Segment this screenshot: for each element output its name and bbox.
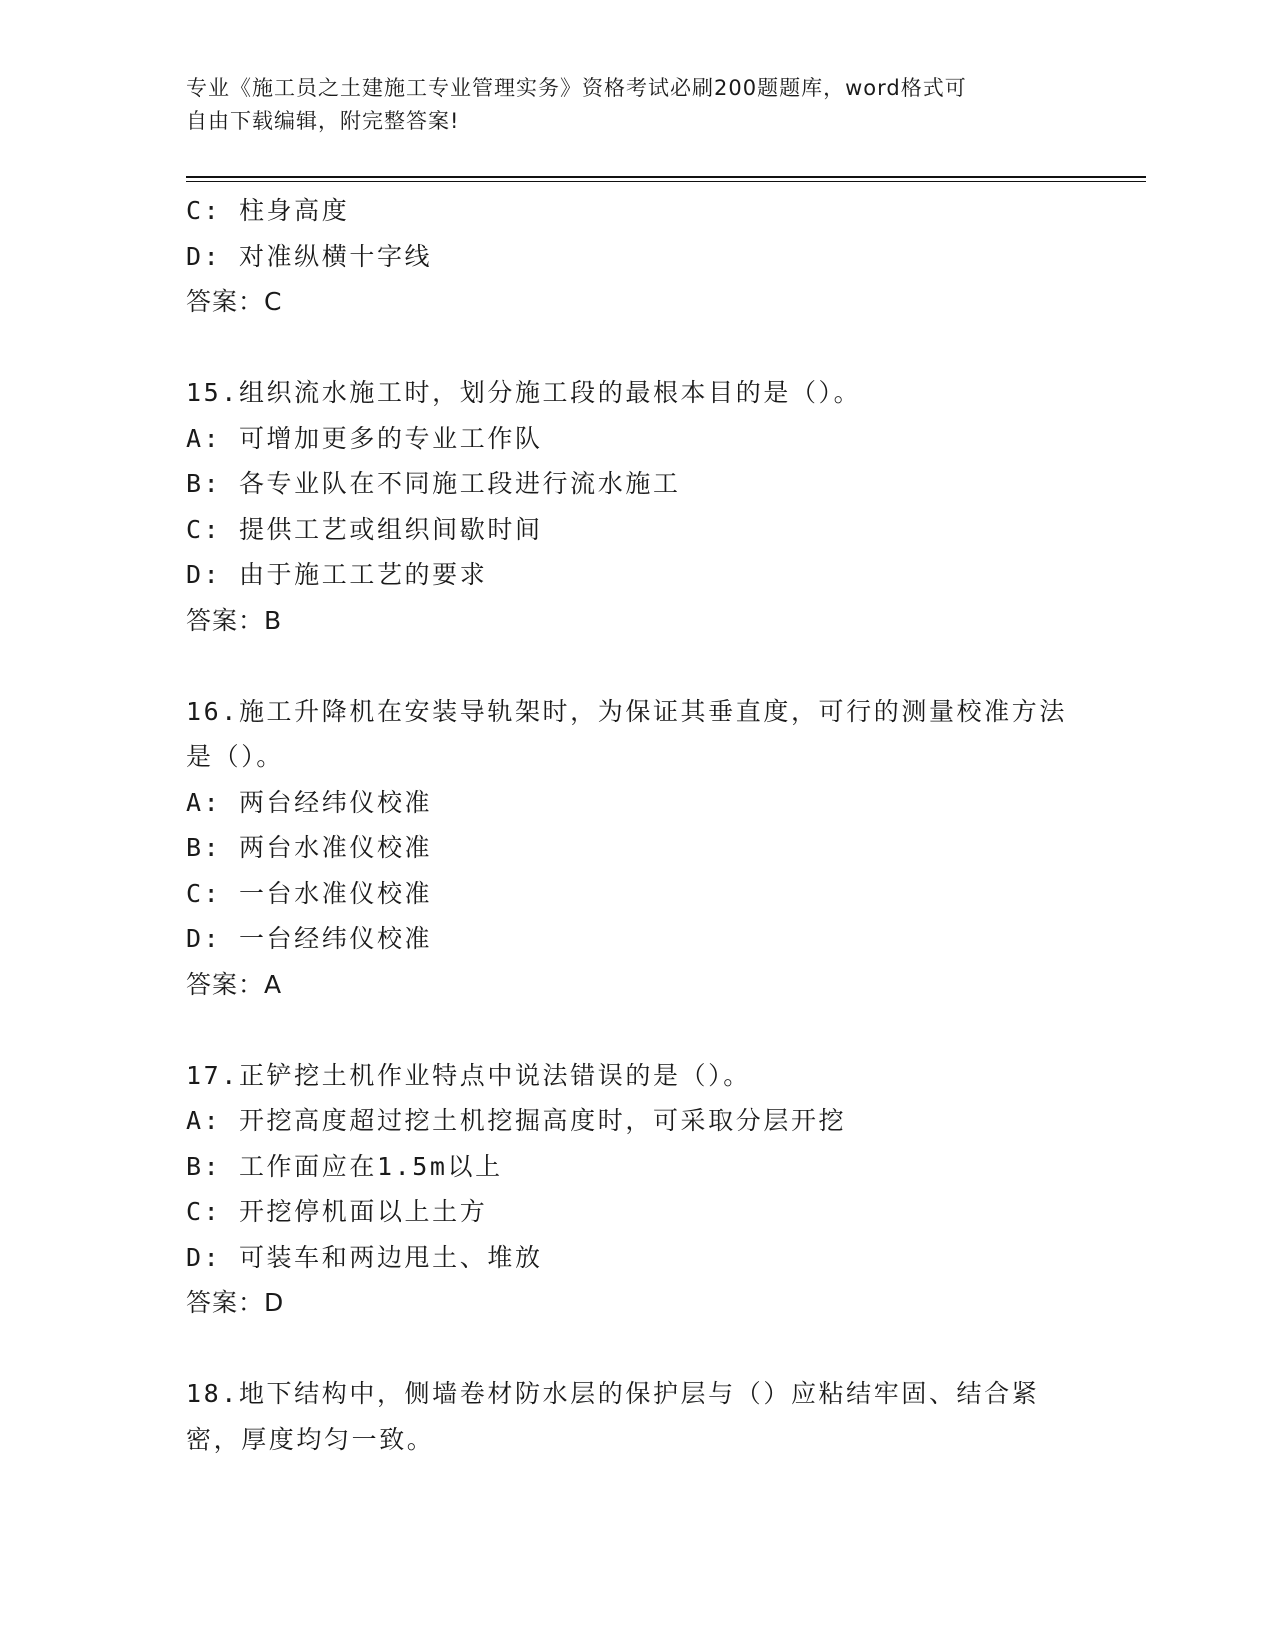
answer-line: 答案：B (186, 605, 283, 635)
answer-line: 答案：C (186, 287, 283, 316)
header-title-line-2: 自由下载编辑，附完整答案! (186, 109, 460, 133)
option-b: B: 两台水准仪校准 (186, 833, 433, 862)
spacer (186, 643, 1086, 689)
option-c: C: 一台水准仪校准 (186, 878, 433, 908)
option-c: C: 开挖停机面以上土方 (186, 1197, 488, 1226)
question-17 (186, 1053, 1086, 1326)
question-text: 17.正铲挖土机作业特点中说法错误的是（）。 (186, 1060, 751, 1090)
question-15 (186, 370, 1086, 643)
question-18 (186, 1371, 1086, 1462)
option-a: A: 两台经纬仪校准 (186, 787, 433, 817)
answer-line: 答案：D (186, 1288, 285, 1317)
question-text: 18.地下结构中，侧墙卷材防水层的保护层与（）应粘结牢固、结合紧密，厚度均匀一致。 (186, 1379, 1040, 1454)
option-d: D: 一台经纬仪校准 (186, 924, 433, 953)
question-text: 16.施工升降机在安装导轨架时，为保证其垂直度，可行的测量校准方法是（）。 (186, 696, 1067, 771)
option-b: B: 工作面应在1.5m以上 (186, 1151, 503, 1181)
header-title-line-1: 专业《施工员之土建施工专业管理实务》资格考试必刷200题题库，word格式可 (186, 76, 967, 100)
spacer (186, 1007, 1086, 1053)
option-a: A: 开挖高度超过挖土机挖掘高度时，可采取分层开挖 (186, 1106, 847, 1135)
header-divider-thick (186, 176, 1146, 178)
option-d: D: 由于施工工艺的要求 (186, 560, 488, 589)
answer-line: 答案：A (186, 969, 283, 999)
option-b: B: 各专业队在不同施工段进行流水施工 (186, 469, 681, 498)
question-16 (186, 689, 1086, 1008)
option-d: D: 可装车和两边甩土、堆放 (186, 1242, 543, 1272)
option-a: A: 可增加更多的专业工作队 (186, 423, 543, 453)
option-c: C: 柱身高度 (186, 196, 350, 225)
spacer (186, 1326, 1086, 1372)
question-list (186, 188, 1086, 1462)
header-divider-thin (186, 181, 1146, 182)
spacer (186, 325, 1086, 371)
option-d: D: 对准纵横十字线 (186, 241, 433, 271)
question-text: 15.组织流水施工时，划分施工段的最根本目的是（）。 (186, 378, 862, 407)
option-c: C: 提供工艺或组织间歇时间 (186, 514, 543, 544)
document-header (186, 72, 1066, 138)
carryover-question (186, 188, 1086, 325)
